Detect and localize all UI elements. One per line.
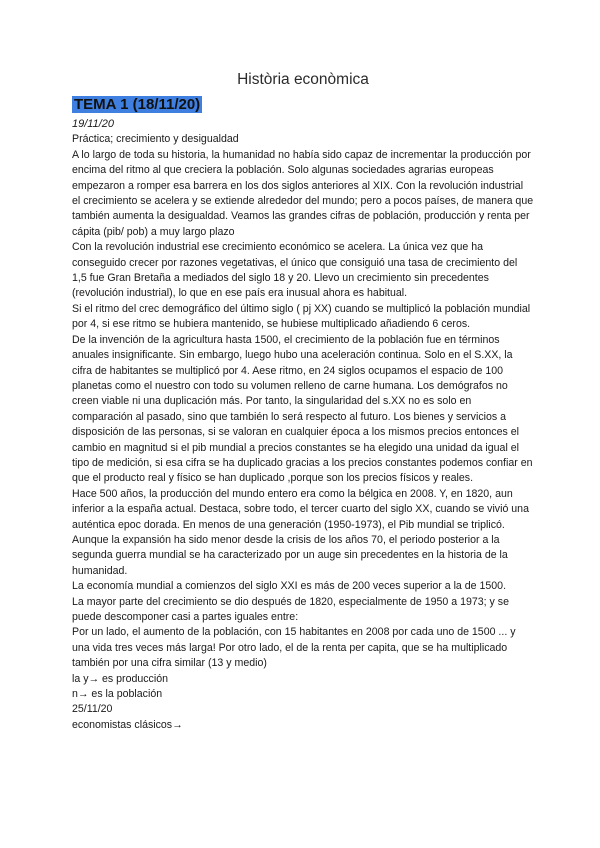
entry-date: 19/11/20 [72,118,115,130]
document-title: Història econòmica [237,71,369,88]
note-line: la y→ es producción [72,672,168,685]
document-page [72,70,534,733]
paragraph: Con la revolución industrial ese crecimiento económico se acelera. La única vez que ha conseguido crecer por razones vegetativas, el único que consiguió una tasa de crecimiento del 1,5 fue Gran Bretaña a mediados del siglo 18 y 20. Llevo un crecimiento sin precedentes (revolución industrial), lo que en ese país era inusual ahora es habitual. [72,241,518,300]
section-heading: TEMA 1 (18/11/20) [74,96,201,113]
paragraph: Aunque la expansión ha sido menor desde la crisis de los años 70, el periodo posterior a la segunda guerra mundial se ha caracterizado por un auge sin precedentes en la historia de la humanidad. [72,533,508,577]
note-line: n→ es la población [72,688,163,701]
paragraph: De la invención de la agricultura hasta 1500, el crecimiento de la población fue en términos anuales insignificante. Sin embargo, luego hubo una aceleración continua. Solo en el S.XX, la cifra de habitantes se multiplicó por 4. Aese ritmo, en 24 siglos ocupamos el espacio de 100 planetas como el nuestro con todo su volumen relleno de carne humana. Los demógrafos no creen viable ni una duplicación más. Por tanto, la singularidad del s.XX no es solo en comparación al pasado, sino que también lo será respecto al futuro. Los bienes y servicios a disposición de las personas, si se valoran en cualquier época a los mismos precios entonces el cambio en magnitud si el pib mundial a precios constantes se ha elegido una unidad da igual el tipo de medición, si esa cifra se ha duplicado gracias a los precios constantes podemos confiar en que el producto real y físico se han duplicado ,porque son los precios físicos y reales. [72,333,533,485]
note-line: economistas clásicos→ [72,718,183,731]
date-line: 25/11/20 [72,703,113,716]
paragraph: Hace 500 años, la producción del mundo entero era como la bélgica en 2008. Y, en 1820, aun inferior a la españa actual. Destaca, sobre todo, el tercer cuarto del siglo XX, cuando se vivió una auténtica epoc dorada. En menos de una generación (1950-1973), el Pib mundial se triplicó. [72,487,529,531]
paragraph: A lo largo de toda su historia, la humanidad no había sido capaz de incrementar la producción por encima del ritmo al que creciera la población. Solo algunas sociedades agrarias europeas empezaron a romper esa barrera en los dos siglos anteriores al XIX. Con la revolución industrial el crecimiento se acelera y se extiende alrededor del mundo; pero a pocos países, de manera que también aumenta la desigualdad. Veamos las grandes cifras de población, producción y renta per cápita (pib/ pob) a muy largo plazo [72,148,534,238]
heading-wrap [72,96,534,115]
paragraph: Práctica; crecimiento y desigualdad [72,133,239,146]
paragraph: Por un lado, el aumento de la población, con 15 habitantes en 2008 por cada uno de 1500 ... y una vida tres veces más larga! Por otro lado, el de la renta per capita, que se ha multiplicado también por una cifra similar (13 y medio) [72,626,516,670]
paragraph: La economía mundial a comienzos del siglo XXI es más de 200 veces superior a la de 1500. [72,580,507,593]
paragraph: La mayor parte del crecimiento se dio después de 1820, especialmente de 1950 a 1973; y se puede descomponer casi a partes iguales entre: [72,595,509,623]
paragraph: Si el ritmo del crec demográfico del último siglo ( pj XX) cuando se multiplicó la población mundial por 4, si ese ritmo se hubiera mantenido, se hubiese multiplicado añadiendo 6 ceros. [72,302,531,331]
